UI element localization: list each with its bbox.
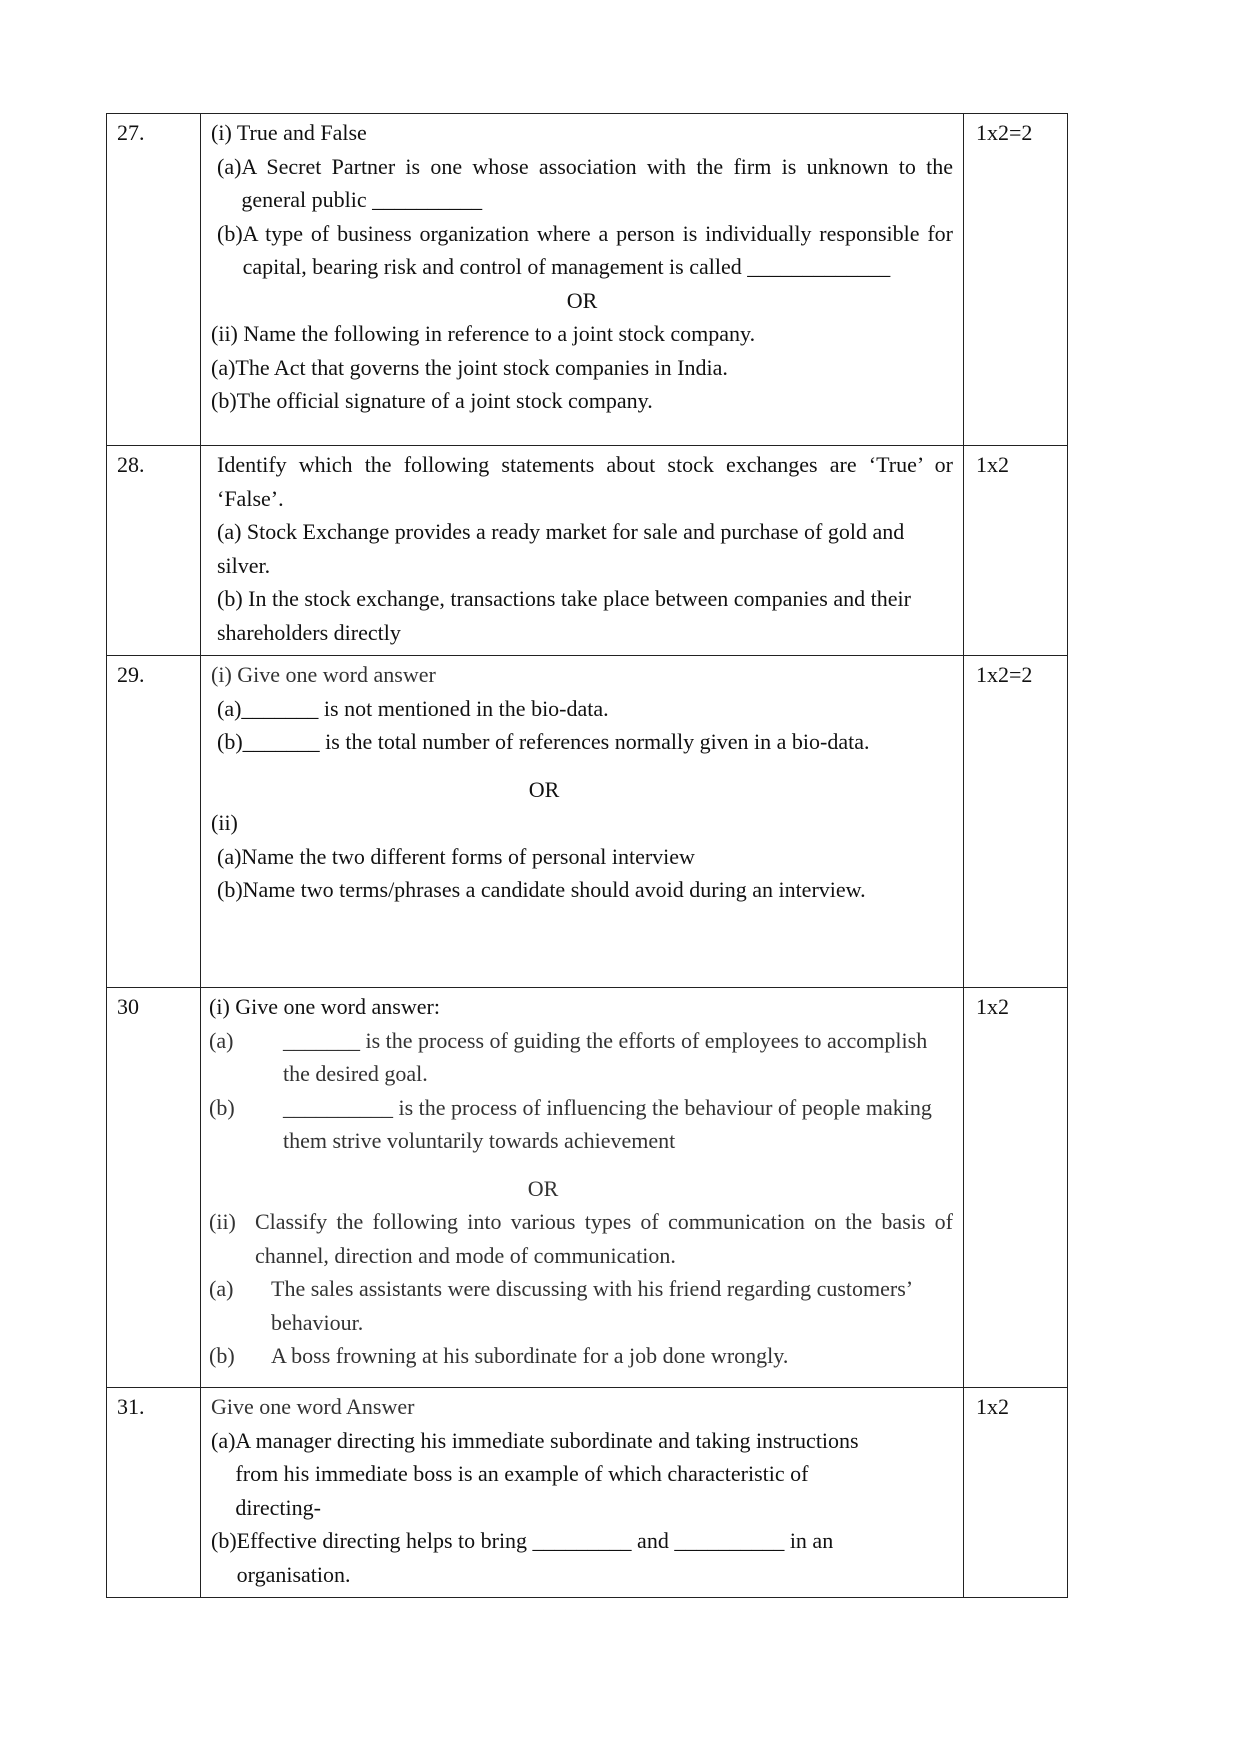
marks: 1x2 <box>964 446 1068 656</box>
or-separator: OR <box>528 776 560 802</box>
sub-question: (a) A manager directing his immediate subordinate and taking instructions from his immediate boss is an example of which characteristic of directing- <box>211 1427 859 1520</box>
sub-question: (b) A boss frowning at his subordinate for a job done wrongly. <box>209 1343 789 1368</box>
sub-question: (b) Name two terms/phrases a candidate should avoid during an interview. <box>217 877 866 902</box>
part-title: (ii) <box>211 810 238 835</box>
sub-question: (a) A Secret Partner is one whose association with the firm is unknown to the general public __________ <box>217 153 953 212</box>
question-number: 28. <box>107 446 201 656</box>
sub-question: (a) _______ is the process of guiding the efforts of employees to accomplish the desired goal. <box>209 1027 928 1086</box>
sub-question: (a) The sales assistants were discussing with his friend regarding customers’ behaviour. <box>209 1276 912 1335</box>
part-title: (i) True and False <box>211 120 367 145</box>
marks: 1x2=2 <box>964 656 1068 988</box>
marks: 1x2 <box>964 988 1068 1388</box>
sub-question: (a) Stock Exchange provides a ready market for sale and purchase of gold and silver. <box>217 519 905 578</box>
question-number: 31. <box>107 1388 201 1598</box>
question-body <box>201 988 964 1388</box>
question-number: 29. <box>107 656 201 988</box>
marks: 1x2=2 <box>964 114 1068 446</box>
sub-question: (b) _______ is the total number of references normally given in a bio-data. <box>217 729 870 754</box>
question-row-27 <box>107 114 1068 446</box>
question-row-28 <box>107 446 1068 656</box>
or-separator: OR <box>566 287 598 313</box>
question-row-30 <box>107 988 1068 1388</box>
sub-question: (b) __________ is the process of influencing the behaviour of people making them strive voluntarily towards achievement <box>209 1094 932 1153</box>
part-title: Give one word Answer <box>211 1394 415 1419</box>
sub-question: (a)The Act that governs the joint stock companies in India. <box>211 354 728 380</box>
question-intro: Identify which the following statements about stock exchanges are ‘True’ or ‘False’. <box>217 452 953 511</box>
question-number: 27. <box>107 114 201 446</box>
question-row-31 <box>107 1388 1068 1598</box>
question-body <box>201 1388 964 1598</box>
question-row-29 <box>107 656 1068 988</box>
sub-question: (a) _______ is not mentioned in the bio-data. <box>217 695 609 721</box>
sub-question: (a) Name the two different forms of personal interview <box>217 843 695 869</box>
sub-question: (b) A type of business organization where a person is individually responsible for capital, bearing risk and control of management is called _____________ <box>217 220 953 279</box>
part-title: (i) Give one word answer: <box>209 994 440 1019</box>
question-body <box>201 114 964 446</box>
part-title: (ii) Classify the following into various types of communication on the basis of channel, direction and mode of communication. <box>209 1209 953 1268</box>
part-title: (i) Give one word answer <box>211 662 436 687</box>
sub-question: (b)The official signature of a joint stock company. <box>211 388 653 413</box>
or-separator: OR <box>527 1175 559 1201</box>
question-table <box>106 113 1068 1598</box>
sub-question: (b) In the stock exchange, transactions take place between companies and their shareholders directly <box>217 586 911 645</box>
question-number: 30 <box>107 988 201 1388</box>
question-body <box>201 656 964 988</box>
question-body <box>201 446 964 656</box>
marks: 1x2 <box>964 1388 1068 1598</box>
sub-question: (b) Effective directing helps to bring _________ and __________ in an organisation. <box>211 1528 834 1587</box>
part-title: (ii) Name the following in reference to a joint stock company. <box>211 321 756 346</box>
